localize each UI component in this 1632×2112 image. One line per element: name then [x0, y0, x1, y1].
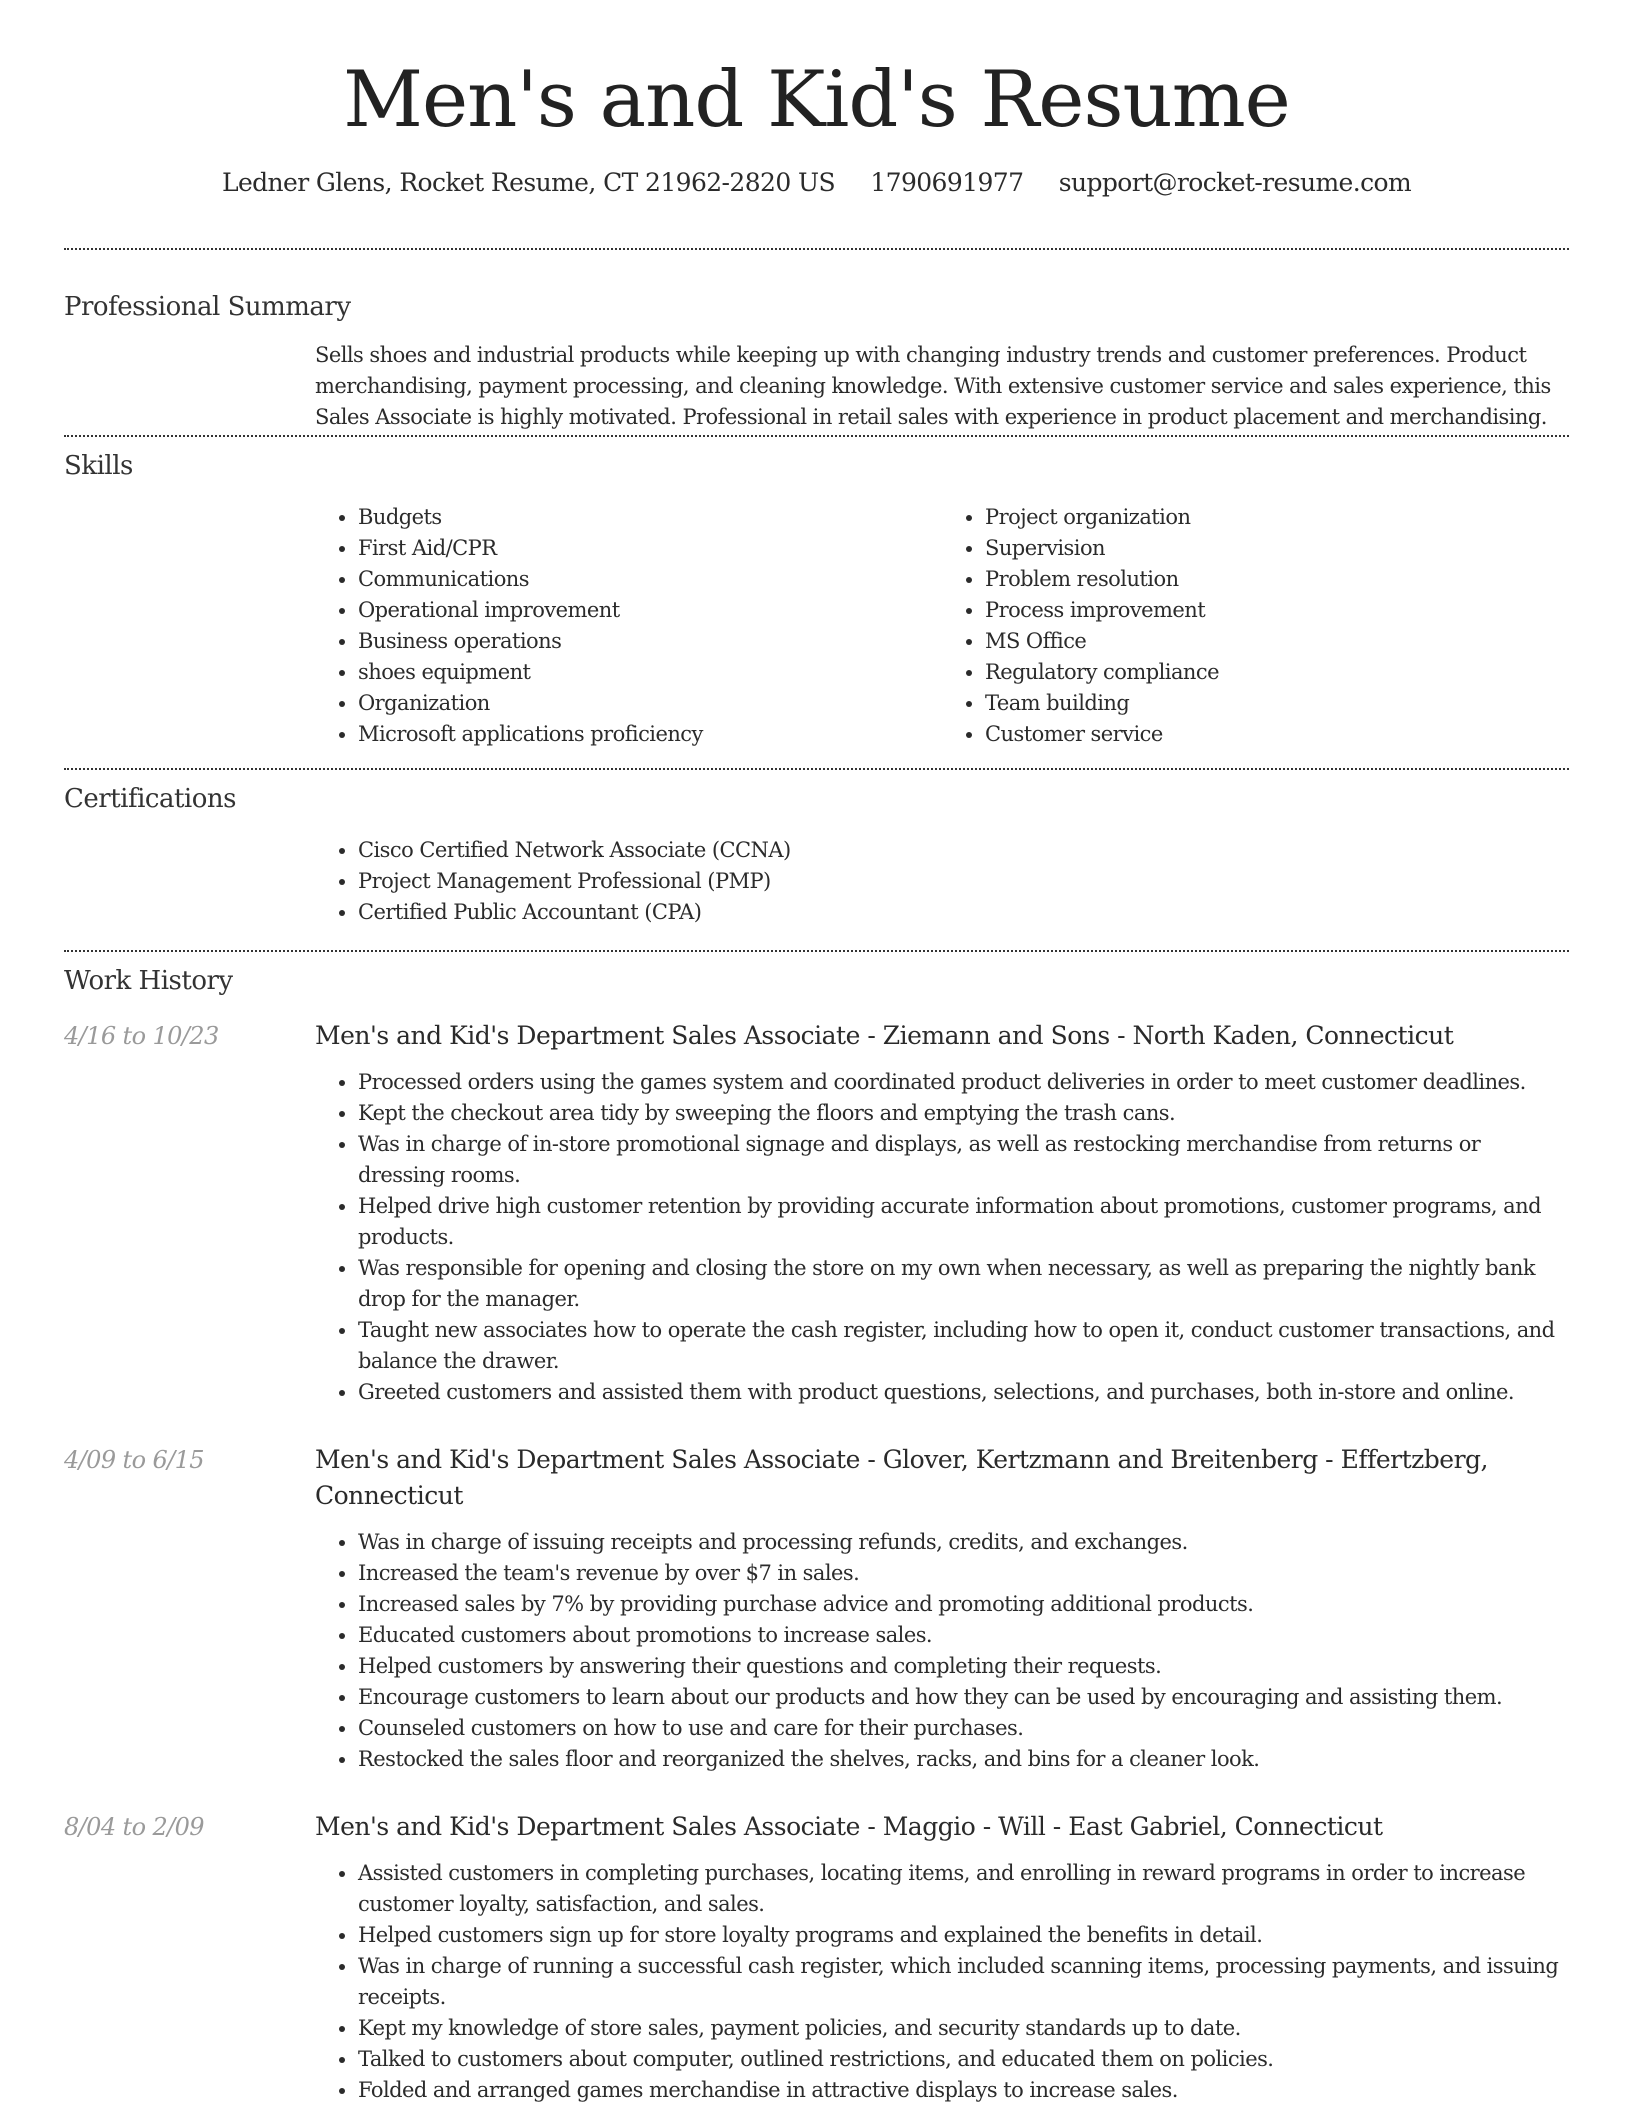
- contact-line: [64, 166, 1569, 200]
- job-bullets: [315, 1527, 1569, 1775]
- skill-item: • Supervision: [985, 533, 1569, 564]
- job-bullet: • Greeted customers and assisted them with product questions, selections, and purchases, both in-store and online.: [358, 1377, 1569, 1408]
- job-entry: [64, 1809, 1569, 2106]
- skills-column-left: [315, 502, 942, 750]
- job-bullet: • Folded and arranged games merchandise in attractive displays to increase sales.: [358, 2075, 1569, 2106]
- section-divider: [64, 248, 1569, 250]
- job-bullet: • Kept my knowledge of store sales, payment policies, and security standards up to date.: [358, 2013, 1569, 2044]
- job-date: 8/04 to 2/09: [64, 1813, 204, 1841]
- skill-item: • shoes equipment: [358, 657, 942, 688]
- job-bullet: • Talked to customers about computer, outlined restrictions, and educated them on policies.: [358, 2044, 1569, 2075]
- skill-item: • Budgets: [358, 502, 942, 533]
- job-bullet: • Encourage customers to learn about our products and how they can be used by encouraging and assisting them.: [358, 1682, 1569, 1713]
- work-history-heading: Work History: [64, 966, 233, 996]
- job-bullet: • Processed orders using the games system and coordinated product deliveries in order to meet customer deadlines.: [358, 1067, 1569, 1098]
- certification-item: • Cisco Certified Network Associate (CCNA): [358, 835, 1569, 866]
- job-bullet: • Was in charge of issuing receipts and processing refunds, credits, and exchanges.: [358, 1527, 1569, 1558]
- job-bullet: • Helped drive high customer retention by providing accurate information about promotions, customer programs, and products.: [358, 1191, 1569, 1253]
- job-bullet: • Restocked the sales floor and reorganized the shelves, racks, and bins for a cleaner look.: [358, 1744, 1569, 1775]
- certifications-ul: [315, 835, 1569, 928]
- job-bullet: • Kept the checkout area tidy by sweeping the floors and emptying the trash cans.: [358, 1098, 1569, 1129]
- skill-item: • Team building: [985, 688, 1569, 719]
- skill-item: • MS Office: [985, 626, 1569, 657]
- contact-phone: 1790691977: [870, 168, 1024, 197]
- resume-page: [64, 0, 1569, 2106]
- summary-text: Sells shoes and industrial products while keeping up with changing industry trends and customer preferences. Product merchandising, payment processing, and cleaning knowledge. With extensive customer service and sales experience, this Sales Associate is highly motivated. Professional in retail sales with experience in product placement and merchandising.: [315, 343, 1551, 429]
- skills-heading: Skills: [64, 451, 133, 481]
- contact-address: Ledner Glens, Rocket Resume, CT 21962-2820 US: [221, 168, 835, 197]
- summary-heading: Professional Summary: [64, 292, 351, 322]
- skill-item: • Process improvement: [985, 595, 1569, 626]
- job-bullets: [315, 1858, 1569, 2106]
- job-title: Men's and Kid's Department Sales Associate - Ziemann and Sons - North Kaden, Connecticut: [315, 1021, 1454, 1050]
- skill-item: • Regulatory compliance: [985, 657, 1569, 688]
- section-divider: [64, 950, 1569, 952]
- certification-item: • Project Management Professional (PMP): [358, 866, 1569, 897]
- job-date: 4/09 to 6/15: [64, 1446, 204, 1474]
- job-title: Men's and Kid's Department Sales Associate - Maggio - Will - East Gabriel, Connecticut: [315, 1812, 1383, 1841]
- job-bullet: • Helped customers by answering their questions and completing their requests.: [358, 1651, 1569, 1682]
- skill-item: • Operational improvement: [358, 595, 942, 626]
- certifications-list: [315, 835, 1569, 928]
- section-divider: [64, 435, 1569, 437]
- section-divider: [64, 768, 1569, 770]
- job-bullet: • Assisted customers in completing purchases, locating items, and enrolling in reward programs in order to increase customer loyalty, satisfaction, and sales.: [358, 1858, 1569, 1920]
- contact-email: support@rocket-resume.com: [1058, 168, 1412, 197]
- job-bullet: • Increased sales by 7% by providing purchase advice and promoting additional products.: [358, 1589, 1569, 1620]
- job-entry: [64, 1018, 1569, 1408]
- certification-item: • Certified Public Accountant (CPA): [358, 897, 1569, 928]
- job-bullet: • Increased the team's revenue by over $7 in sales.: [358, 1558, 1569, 1589]
- candidate-name: Men's and Kid's Resume: [343, 55, 1290, 145]
- certifications-heading: Certifications: [64, 784, 236, 814]
- skill-item: • Organization: [358, 688, 942, 719]
- job-bullet: • Educated customers about promotions to increase sales.: [358, 1620, 1569, 1651]
- job-bullet: • Counseled customers on how to use and care for their purchases.: [358, 1713, 1569, 1744]
- job-title: Men's and Kid's Department Sales Associate - Glover, Kertzmann and Breitenberg - Effertzberg, Connecticut: [315, 1445, 1488, 1510]
- skills-column-right: [942, 502, 1569, 750]
- skill-item: • Communications: [358, 564, 942, 595]
- job-bullet: • Helped customers sign up for store loyalty programs and explained the benefits in detail.: [358, 1920, 1569, 1951]
- skill-item: • Customer service: [985, 719, 1569, 750]
- job-bullet: • Was in charge of in-store promotional signage and displays, as well as restocking merchandise from returns or dressing rooms.: [358, 1129, 1569, 1191]
- skill-item: • Problem resolution: [985, 564, 1569, 595]
- skill-item: • Business operations: [358, 626, 942, 657]
- job-bullet: • Was in charge of running a successful cash register, which included scanning items, processing payments, and issuing receipts.: [358, 1951, 1569, 2013]
- job-bullet: • Was responsible for opening and closing the store on my own when necessary, as well as preparing the nightly bank drop for the manager.: [358, 1253, 1569, 1315]
- job-bullet: • Taught new associates how to operate the cash register, including how to open it, conduct customer transactions, and balance the drawer.: [358, 1315, 1569, 1377]
- job-date: 4/16 to 10/23: [64, 1022, 219, 1050]
- skills-list: [315, 502, 1569, 750]
- skill-item: • Project organization: [985, 502, 1569, 533]
- skill-item: • Microsoft applications proficiency: [358, 719, 942, 750]
- skill-item: • First Aid/CPR: [358, 533, 942, 564]
- job-bullets: [315, 1067, 1569, 1408]
- job-entry: [64, 1442, 1569, 1775]
